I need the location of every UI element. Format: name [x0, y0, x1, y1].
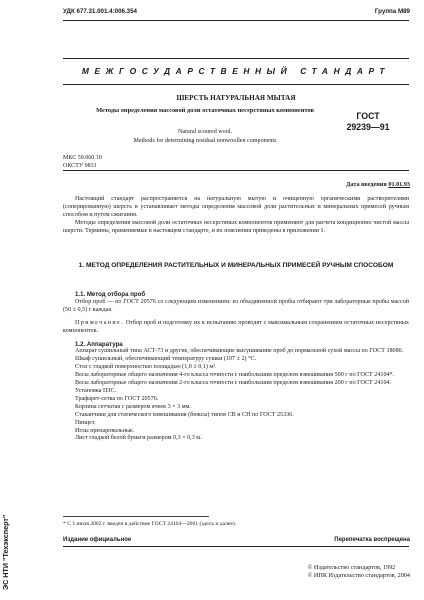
subsection-heading: 1.1. Метод отбора проб	[75, 291, 146, 298]
equipment-item: Пинцет.	[75, 419, 96, 426]
divider	[63, 58, 409, 59]
divider	[63, 20, 409, 21]
equipment-item: Стаканчики для статического взвешивания (бюксы) типов СВ и СН по ГОСТ 25336.	[75, 411, 294, 418]
date-label: Дата введения	[346, 181, 387, 188]
classification-codes	[63, 155, 102, 170]
document-title: ШЕРСТЬ НАТУРАЛЬНАЯ МЫТАЯ	[176, 94, 296, 102]
gost-number	[326, 111, 410, 132]
intro-text	[63, 196, 409, 236]
divider	[63, 546, 409, 547]
side-stamp-text: ЭС НТИ "Техэксперт"	[1, 514, 10, 590]
gost-code: 29239—91	[346, 121, 390, 132]
english-title-line: Natural scoured wool.	[178, 129, 232, 135]
date-introduction	[346, 181, 410, 188]
equipment-item: Иглы препаровальные.	[75, 427, 135, 434]
divider	[63, 170, 409, 171]
equipment-item: Установка ПЗС.	[75, 387, 117, 394]
equipment-item: Весы лабораторные общего назначения 4-го класса точности с наибольшим пределом взвешивания 500 г по ГОСТ 24104*.	[75, 372, 395, 379]
equipment-item: Шкаф сушильный, обеспечивающий температуру сушки (107 ± 2) °С.	[75, 356, 257, 363]
note-label: Примечание.	[75, 319, 125, 326]
copyright-block	[308, 564, 410, 581]
intro-paragraph: Настоящий стандарт распространяется на натуральную мытую и очищенную органическими растворителями (сонерированную) шерсть и устанавливает методы определения массовой доли растительных и минеральных примесей ручным способом и путем сжигания.	[63, 196, 409, 218]
equipment-item: Весы лабораторные общего назначения 2-го класса точности с наибольшим пределом взвешивания 200 г по ГОСТ 24104.	[75, 380, 392, 387]
official-edition: Издание официальное	[63, 537, 132, 543]
side-stamp	[1, 440, 13, 590]
note-text: Отбор проб и подготовку их к испытанию проводят с максимальным сохранением остаточных несерстяных компонентов.	[63, 319, 409, 334]
okstu-code: ОКСТУ 9831	[63, 162, 97, 169]
paragraph: Отбор проб — по ГОСТ 20576 со следующим изменением: из объединенной пробы отбирают три лабораторные пробы массой (50 ± 0,5) г каждая.	[63, 298, 409, 313]
equipment-item: Стол с гладкой поверхностью площадью (1,0 ± 0,1) м².	[75, 364, 217, 371]
udk-code: УДК 677.31.001.4:006.354	[63, 8, 137, 15]
section-body	[63, 291, 409, 443]
reprint-forbidden: Перепечатка воспрещена	[334, 537, 410, 543]
note	[63, 320, 409, 336]
copyright-line: © ИПК Издательство стандартов, 2004	[307, 572, 410, 580]
footnote-divider	[63, 516, 209, 517]
equipment-item: Аппарат сушильный типа АСТ-73 и другие, обеспечивающие высушивание проб до нормальной сухой массы по ГОСТ 18080.	[75, 348, 404, 355]
section-heading: 1. МЕТОД ОПРЕДЕЛЕНИЯ РАСТИТЕЛЬНЫХ И МИНЕРАЛЬНЫХ ПРИМЕСЕЙ РУЧНЫМ СПОСОБОМ	[78, 262, 394, 269]
equipment-item: Лист гладкой белой бумаги размером 0,3 × 0,3 м.	[75, 435, 202, 442]
copyright-line: © Издательство стандартов, 1992	[307, 564, 396, 571]
subsection-heading: 1.2. Аппаратура	[75, 340, 123, 348]
document-subtitle: Методы определения массовой доли остаточных несерстяных компонентов	[96, 107, 314, 114]
gost-label: ГОСТ	[356, 111, 380, 121]
english-title	[90, 128, 320, 145]
divider	[63, 84, 409, 85]
english-title-line: Methods for determining residual nonwoollen components	[133, 137, 277, 144]
footnote: * С 1 июля 2002 г. введен в действие ГОСТ 24104—2001 (здесь и далее).	[63, 521, 237, 527]
date-value: 01.01.93	[388, 181, 410, 188]
intro-paragraph: Методы определения массовой доли остаточных несерстяных компонентов применяют для расчета кондиционно чистой массы шерсти. Термины, применяемые в настоящем стандарте, и их пояснения приведены в приложении 1.	[63, 219, 409, 234]
equipment-item: Корзина сетчатая с размером ячеек 3 × 3 мм.	[75, 403, 191, 410]
standard-banner: МЕЖГОСУДАРСТВЕННЫЙ СТАНДАРТ	[81, 66, 391, 76]
equipment-item: Трафарет-сетка по ГОСТ 20576.	[75, 395, 159, 402]
mks-code: МКС 59.060.10	[63, 155, 102, 161]
group-code: Группа М89	[374, 8, 410, 15]
